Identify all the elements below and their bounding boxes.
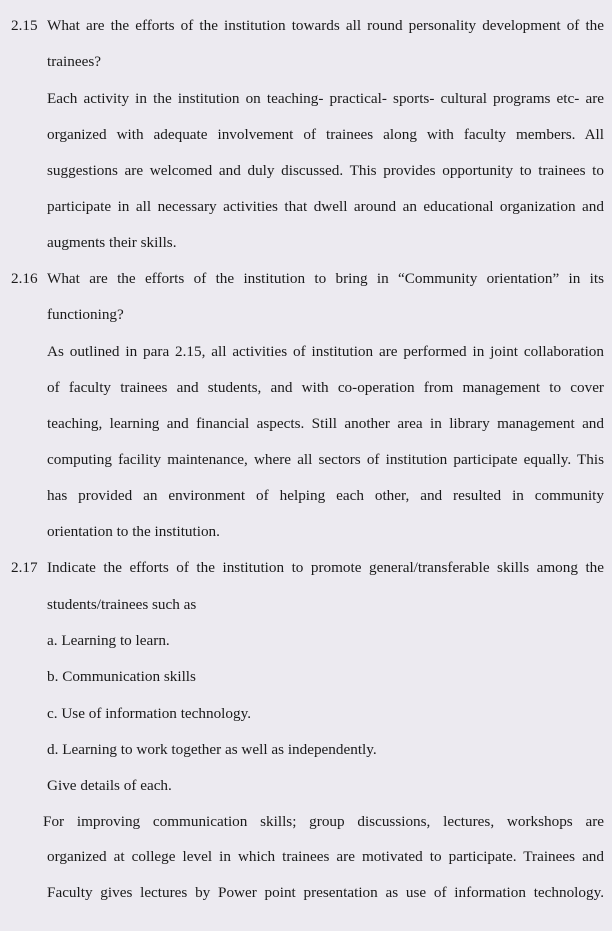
answer-line: has provided an environment of helping each other, and resulted in community — [47, 487, 604, 504]
answer-line: For improving communication skills; group discussions, lectures, workshops are — [43, 813, 604, 830]
answer-line: computing facility maintenance, where all sectors of institution participate equally. This — [47, 451, 604, 468]
answer-line: Faculty gives lectures by Power point presentation as use of information technology. — [47, 884, 604, 901]
question-line: functioning? — [47, 306, 124, 323]
answer-line: augments their skills. — [47, 234, 177, 251]
question-line: Indicate the efforts of the institution to promote general/transferable skills among the — [47, 559, 604, 576]
answer-line: Each activity in the institution on teaching- practical- sports- cultural programs etc- are — [47, 90, 604, 107]
answer-line: orientation to the institution. — [47, 523, 220, 540]
answer-line: As outlined in para 2.15, all activities of institution are performed in joint collaboration — [47, 343, 604, 360]
section-number: 2.16 — [11, 270, 38, 287]
question-line: students/trainees such as — [47, 596, 197, 613]
answer-line: organized at college level in which trainees are motivated to participate. Trainees and — [47, 848, 604, 865]
answer-line: of faculty trainees and students, and with co-operation from management to cover — [47, 379, 604, 396]
section-number: 2.17 — [11, 559, 38, 576]
list-item: a. Learning to learn. — [47, 632, 170, 649]
section-number: 2.15 — [11, 17, 38, 34]
question-line: What are the efforts of the institution towards all round personality development of the — [47, 17, 604, 34]
answer-line: participate in all necessary activities that dwell around an educational organization and — [47, 198, 604, 215]
answer-line: suggestions are welcomed and duly discussed. This provides opportunity to trainees to — [47, 162, 604, 179]
list-item: b. Communication skills — [47, 668, 196, 685]
answer-line: teaching, learning and financial aspects. Still another area in library management and — [47, 415, 604, 432]
list-item: d. Learning to work together as well as independently. — [47, 741, 377, 758]
question-line: What are the efforts of the institution to bring in “Community orientation” in its — [47, 270, 604, 287]
instruction-line: Give details of each. — [47, 777, 172, 794]
question-line: trainees? — [47, 53, 101, 70]
answer-line: organized with adequate involvement of trainees along with faculty members. All — [47, 126, 604, 143]
list-item: c. Use of information technology. — [47, 705, 251, 722]
